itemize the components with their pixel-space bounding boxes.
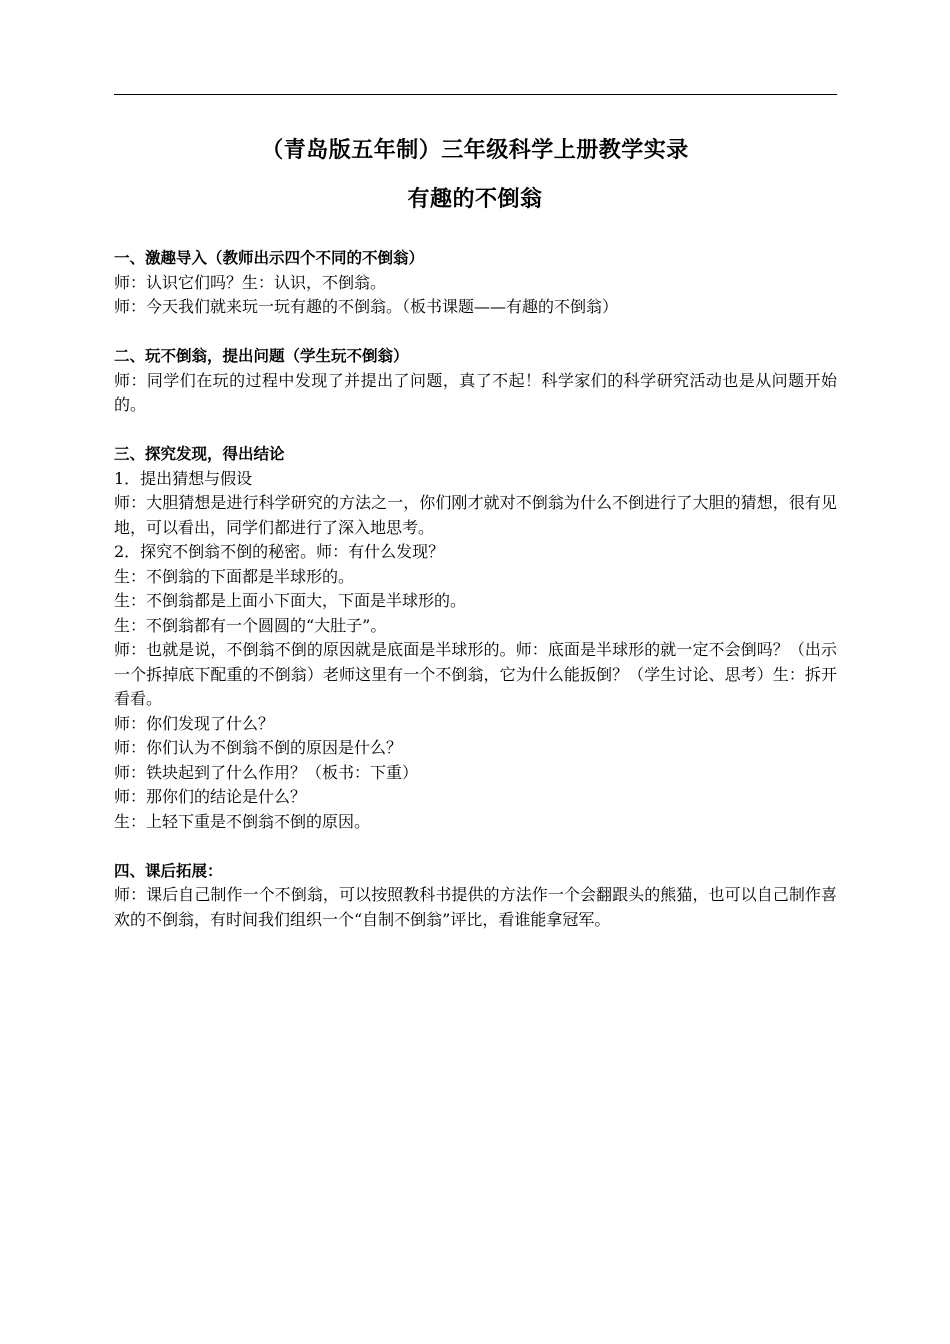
section-intro (114, 246, 837, 320)
paragraph: 2．探究不倒翁不倒的秘密。师：有什么发现？ (114, 542, 445, 561)
paragraph: 师：铁块起到了什么作用？（板书：下重） (114, 762, 419, 782)
paragraph: 生：不倒翁都有一个圆圆的“大肚子”。 (114, 615, 387, 635)
section-explore (114, 442, 837, 834)
paragraph: 师：认识它们吗？生：认识，不倒翁。 (114, 272, 387, 292)
section-heading: 四、课后拓展： (114, 861, 223, 880)
section-heading: 三、探究发现，得出结论 (114, 445, 285, 463)
paragraph: 师：你们发现了什么？ (114, 713, 275, 733)
paragraph: 师：同学们在玩的过程中发现了并提出了问题，真了不起！科学家们的科学研究活动也是从问题开始的。 (114, 370, 837, 414)
section-play (114, 344, 837, 418)
document-subtitle: 有趣的不倒翁 (407, 187, 543, 212)
spacer (114, 418, 837, 443)
header-rule (114, 94, 837, 95)
section-heading: 一、激趣导入（教师出示四个不同的不倒翁） (114, 249, 425, 267)
paragraph: 生：不倒翁的下面都是半球形的。 (114, 566, 355, 586)
section-heading: 二、玩不倒翁，提出问题（学生玩不倒翁） (114, 347, 409, 365)
document-body (114, 246, 837, 932)
document-title: （青岛版五年制）三年级科学上册教学实录 (261, 138, 689, 163)
paragraph: 师：课后自己制作一个不倒翁，可以按照教科书提供的方法作一个会翻跟头的熊猫，也可以自己制作喜欢的不倒翁，有时间我们组织一个“自制不倒翁”评比，看谁能拿冠军。 (114, 885, 837, 929)
paragraph: 1．提出猜想与假设 (114, 468, 253, 488)
paragraph: 生：不倒翁都是上面小下面大，下面是半球形的。 (114, 591, 467, 610)
section-extension (114, 859, 837, 933)
paragraph: 师：大胆猜想是进行科学研究的方法之一，你们刚才就对不倒翁为什么不倒进行了大胆的猜想，很有见地，可以看出，同学们都进行了深入地思考。 (114, 493, 837, 537)
spacer (114, 834, 837, 859)
paragraph: 师：那你们的结论是什么？ (114, 787, 307, 806)
paragraph: 生：上轻下重是不倒翁不倒的原因。 (114, 811, 371, 831)
spacer (114, 320, 837, 345)
paragraph: 师：今天我们就来玩一玩有趣的不倒翁。（板书课题——有趣的不倒翁） (114, 297, 619, 316)
paragraph: 师：也就是说，不倒翁不倒的原因就是底面是半球形的。师：底面是半球形的就一定不会倒吗？（出示一个拆掉底下配重的不倒翁）老师这里有一个不倒翁，它为什么能扳倒？（学生讨论、思考）生：拆开看看。 (114, 640, 837, 708)
paragraph: 师：你们认为不倒翁不倒的原因是什么？ (114, 738, 403, 757)
